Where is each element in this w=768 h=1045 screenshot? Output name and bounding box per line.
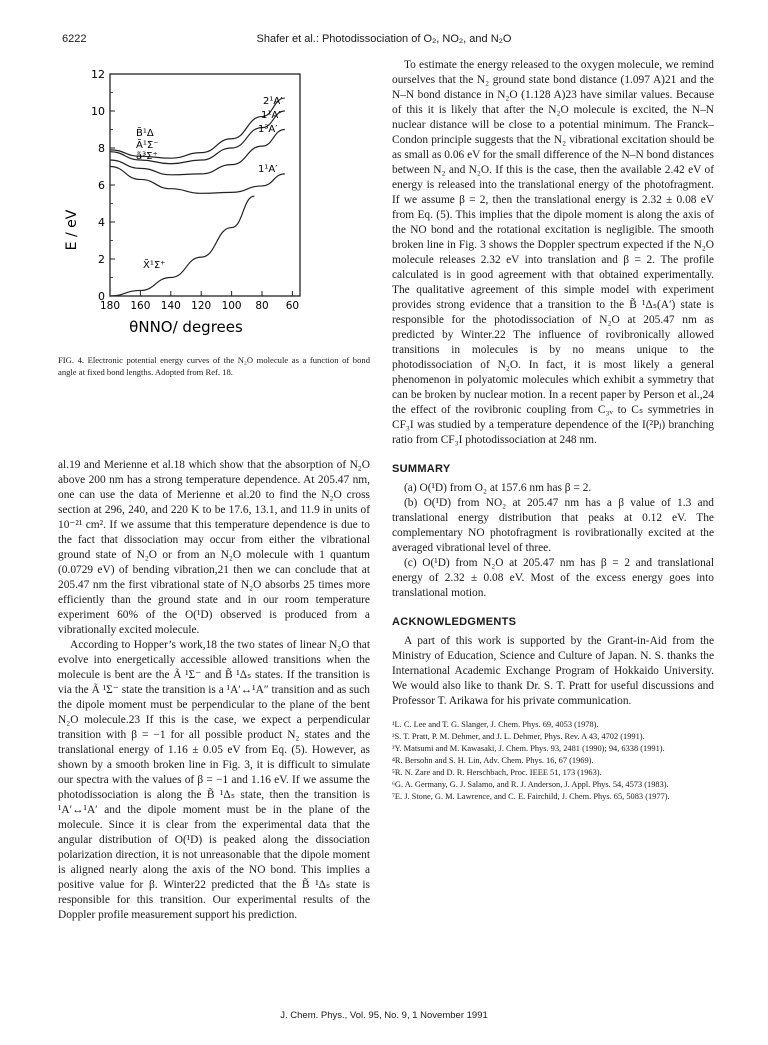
curve-label: 1³A′ (258, 124, 278, 135)
paragraph: To estimate the energy released to the oxygen molecule, we remind ourselves that the N₂ ground state bond distance (1.097 A)21 and the N–N bond distance in N₂O (1.128 A)23 have similar values. Because of this it is likely that after the N₂O molecule is excited, the N–N nuclear distance will be close to a potential minimum. The Franck–Condon principle suggests that the N₂ vibrational excitation should be as small as 0.06 eV for the small difference of the N–N bond distances between N₂ and N₂O. If this is the case, then the available 2.42 eV of energy is released into the translational energy of the photofragment. If we assume β = 2, then the translational energy is 2.32 ± 0.08 eV from Eq. (5). This implies that the dipole moment is along the axis of the NO bond and the rotational excitation is negligible. The smooth broken line in Fig. 3 shows the Doppler spectrum expected if the N₂O molecule releases 2.32 eV into translation and β = 2. The profile calculated is in good agreement with that obtained experimentally. The qualitative agreement of this simple model with experiment provides strong evidence that a transition to the B̃ ¹Δₛ(A′) state is responsible for the photodissociation of N₂O at 205.47 nm as predicted by Winter.22 The influence of rovibronically allowed transitions in molecules is by no means unique to the photodissociation of N₂O. In fact, it is most likely a general phenomenon in polyatomic molecules which exhibit a symmetry that can be broken by nuclear motion. In a recent paper by Person et al.,24 the effect of the rovibronic coupling from C₃ᵥ to Cₛ symmetries in CF₃I was studied by a temperature dependence of the I(²Pⱼ) branching ratio from CF₃I photodissociation at 248 nm. (392, 59, 714, 446)
x-tick-label: 100 (221, 300, 242, 312)
reference-item: ⁷E. J. Stone, G. M. Lawrence, and C. E. Fairchild, J. Chem. Phys. 65, 5083 (1977). (392, 792, 670, 801)
y-tick-label: 8 (98, 142, 105, 155)
paragraph: According to Hopper’s work,18 the two states of linear N₂O that evolve into energetically accessible allowed transitions when the molecule is bent are the Ã ¹Σ⁻ and B̃ ¹Δₛ states. If the transition is via the Ã ¹Σ⁻ state the transition is a ¹A′↔¹A″ transition and as such the dipole moment must be perpendicular to the plane of the bent N₂O molecule.23 If this is the case, we expect a perpendicular transition with β = −1 for all possible product N₂ states and the translational energy of 1.16 ± 0.05 eV from Eq. (5). However, as shown by a smooth broken line in Fig. 3, it is difficult to simulate our spectra with the values of β = −1 and 1.16 eV. If we assume the photodissociation is along the B̃ ¹Δₛ state, then the transition is ¹A′↔¹A′ and the dipole moment must be in the plane of the molecule. Since it is clear from the experimental data that the angular distribution of O(¹D) is peaked along the dissociation polarization direction, it is not unreasonable that the dipole moment is aligned nearly along the axis of the NO bond. This implies a positive value for β. Winter22 predicted that the B̃ ¹Δₛ state is responsible for this transition. Our experimental results of the Doppler profile measurement support his prediction. (58, 639, 370, 921)
reference-item: ⁵R. N. Zare and D. R. Herschbach, Proc. IEEE 51, 173 (1963). (392, 768, 602, 777)
x-tick-label: 80 (255, 300, 269, 312)
figure-caption: FIG. 4. Electronic potential energy curves of the N₂O molecule as a function of bond angle at fixed bond lengths. Adopted from Ref. 18. (58, 355, 370, 377)
y-tick-label: 10 (91, 105, 105, 118)
curve-label: 1¹A′ (258, 164, 278, 175)
paragraph: al.19 and Merienne et al.18 which show that the absorption of N₂O above 200 nm has a strong temperature dependence. At 205.47 nm, one can use the data of Merienne et al.20 to find the N₂O cross section at 296, 240, and 220 K to be 17.6, 13.1, and 11.9 in units of 10⁻²¹ cm². If we assume that this temperature dependence is due to the fact that dissociation may occur from either the vibrational ground state of N₂O or from an N₂O molecule with 1 quantum (0.0729 eV) of bending vibration,21 then we can conclude that at 205.47 nm the first vibrational state of N₂O absorbs 25 times more efficiently than the ground state and in our room temperature experiment 60% of the O(¹D) observed is produced from a vibrationally excited molecule. (58, 459, 370, 636)
reference-item: ²S. T. Pratt, P. M. Dehmer, and J. L. Dehmer, Phys. Rev. A 43, 4702 (1991). (392, 732, 645, 741)
reference-item: ¹L. C. Lee and T. G. Slanger, J. Chem. Phys. 69, 4053 (1978). (392, 720, 599, 729)
reference-list (392, 719, 714, 802)
x-tick-label: 120 (191, 300, 212, 312)
curve-label: X̃¹Σ⁺ (143, 260, 166, 271)
left-column (58, 458, 370, 923)
summary-heading: SUMMARY (392, 463, 451, 475)
curve-label: B̃¹Δ (136, 128, 154, 139)
x-tick-label: 160 (130, 300, 151, 312)
acknowledgments-heading: ACKNOWLEDGMENTS (392, 616, 517, 628)
figure-4-chart (58, 60, 370, 345)
y-tick-label: 6 (98, 179, 105, 192)
curve-label: 2¹A′ (263, 96, 283, 107)
reference-item: ⁴R. Bersohn and S. H. Lin, Adv. Chem. Phys. 16, 67 (1969). (392, 756, 594, 765)
curve-label: ã³Σ⁺ (136, 151, 158, 162)
x-tick-label: 140 (160, 300, 181, 312)
x-axis-label: θNNO/ degrees (129, 318, 243, 336)
x-tick-label: 60 (285, 300, 300, 312)
y-tick-label: 12 (91, 68, 105, 81)
summary-item: (a) O(¹D) from O₂ at 157.6 nm has β = 2. (404, 482, 592, 494)
y-axis-title (64, 209, 80, 250)
acknowledgments-text: A part of this work is supported by the Grant-in-Aid from the Ministry of Education, Science and Culture of Japan. N. S. thanks the International Academic Exchange Program of Hokkaido University. We would also like to thank Dr. S. T. Pratt for useful discussions and Professor T. Arikawa for his private communication. (392, 635, 714, 707)
page-number: 6222 (62, 33, 87, 45)
summary-item: (b) O(¹D) from NO₂ at 205.47 nm has a β value of 1.3 and translational energy distribution that peaks at 0.12 eV. The complementary NO photofragment is rovibrationally excited at the averaged vibrational level of three. (392, 497, 714, 554)
curve-label: Ã¹Σ⁻ (136, 140, 159, 151)
y-tick-label: 4 (98, 216, 105, 229)
curve-label: 1¹A″ (261, 110, 282, 121)
plot-frame (110, 74, 300, 296)
y-tick-label: 0 (98, 290, 105, 303)
running-title: Shafer et al.: Photodissociation of O₂, NO₂, and N₂O (256, 33, 512, 45)
x-tick-label: 180 (99, 300, 121, 312)
reference-item: ⁶G. A. Germany, G. J. Salamo, and R. J. Anderson, J. Appl. Phys. 54, 4573 (1983). (392, 780, 669, 789)
y-axis-label: E / eV (64, 209, 80, 251)
journal-footer: J. Chem. Phys., Vol. 95, No. 9, 1 November 1991 (280, 1010, 488, 1021)
curve-series-4 (110, 196, 254, 296)
y-tick-label: 2 (98, 253, 105, 266)
summary-item: (c) O(¹D) from N₂O at 205.47 nm has β = 2 and translational energy of 2.32 ± 0.08 eV. Most of the excess energy goes into translational motion. (392, 557, 714, 599)
right-column (392, 58, 714, 803)
reference-item: ³Y. Matsumi and M. Kawasaki, J. Chem. Phys. 93, 2481 (1990); 94, 6338 (1991). (392, 744, 665, 753)
